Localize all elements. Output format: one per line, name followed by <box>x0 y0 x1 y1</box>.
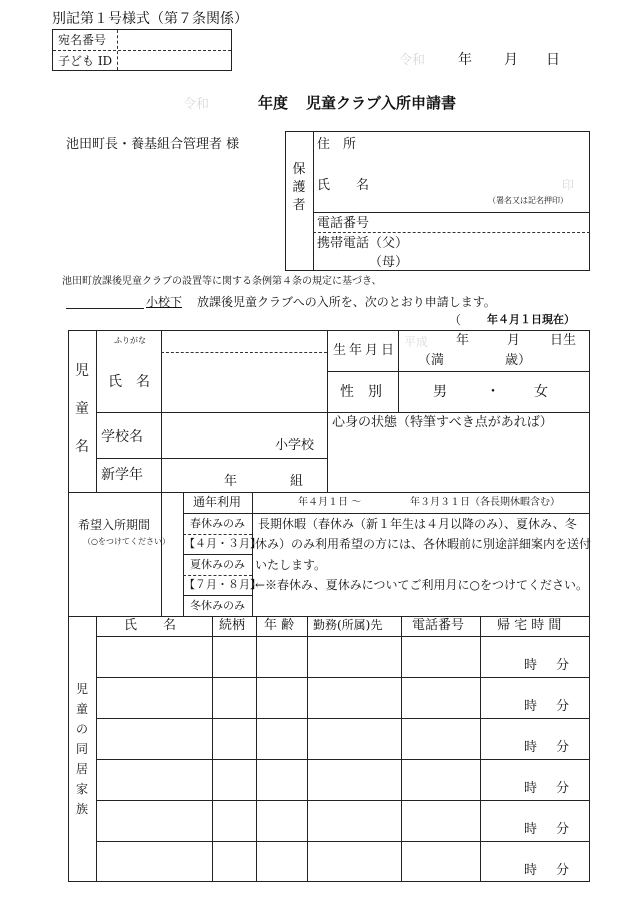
family-age-field[interactable] <box>257 760 307 799</box>
return-minute-label: 分 <box>556 781 570 796</box>
return-hour-label: 時 <box>524 781 538 796</box>
family-header-age: 年 齢 <box>264 618 295 633</box>
guardian-name-label: 氏 名 <box>317 178 370 193</box>
period-circle-spring[interactable] <box>163 515 181 553</box>
family-name-field[interactable] <box>97 637 212 676</box>
birth-month: 月 <box>507 333 521 348</box>
family-name-field[interactable] <box>97 760 212 799</box>
return-minute-label: 分 <box>556 863 570 878</box>
family-workplace-field[interactable] <box>308 719 401 758</box>
family-workplace-field[interactable] <box>308 842 401 881</box>
as-of-open: （ <box>449 313 462 327</box>
as-of-date: 年４月１日現在） <box>487 313 575 326</box>
family-workplace-field[interactable] <box>308 801 401 840</box>
family-section-label: 児 童 の 同 居 家 族 <box>75 682 88 816</box>
period-circle-summer[interactable] <box>163 556 181 594</box>
family-age-field[interactable] <box>257 801 307 840</box>
family-header-phone: 電話番号 <box>412 618 465 633</box>
birth-era: 平成 <box>404 335 429 349</box>
family-header-return-time: 帰 宅 時 間 <box>497 618 562 633</box>
guardian-address-field[interactable] <box>370 134 586 164</box>
furigana-label: ふりがな <box>114 336 146 345</box>
gender-male[interactable]: 男 <box>433 384 447 400</box>
child-name-field[interactable] <box>164 355 324 409</box>
age-close: 歳） <box>505 353 532 368</box>
period-option-winter: 冬休みのみ <box>190 599 245 612</box>
address-number-field[interactable] <box>119 31 229 49</box>
school-district-field[interactable] <box>66 295 144 309</box>
family-age-field[interactable] <box>257 719 307 758</box>
period-option-spring-months: 【４月・３月】 <box>184 537 261 550</box>
return-hour-label: 時 <box>524 863 538 878</box>
family-phone-field[interactable] <box>402 637 480 676</box>
family-relation-field[interactable] <box>213 760 256 799</box>
grade-class: 組 <box>290 474 304 489</box>
period-option-summer: 夏休みのみ <box>190 558 245 571</box>
return-hour-label: 時 <box>524 740 538 755</box>
period-note-line1: 長期休暇（春休み（新１年生は４月以降のみ）、夏休み、冬 <box>258 517 577 531</box>
period-option-summer-months: 【７月・８月】 <box>184 578 261 591</box>
school-field[interactable] <box>164 415 274 455</box>
guardian-mobile-label: 携帯電話（父） <box>317 236 409 251</box>
family-phone-field[interactable] <box>402 801 480 840</box>
return-hour-label: 時 <box>524 699 538 714</box>
family-name-field[interactable] <box>97 801 212 840</box>
mobile-mother-field[interactable] <box>420 253 586 270</box>
period-circle-year-round[interactable] <box>163 494 181 512</box>
school-district-suffix: 小校下 <box>146 295 183 309</box>
child-id-field[interactable] <box>119 52 229 70</box>
family-name-field[interactable] <box>97 842 212 881</box>
family-relation-field[interactable] <box>213 678 256 717</box>
return-hour-label: 時 <box>524 822 538 837</box>
child-section-label: 児 童 名 <box>75 363 89 455</box>
guardian-mobile-mother-label: （母） <box>369 255 409 270</box>
return-minute-label: 分 <box>556 740 570 755</box>
gender-female[interactable]: 女 <box>534 384 548 400</box>
family-age-field[interactable] <box>257 842 307 881</box>
return-minute-label: 分 <box>556 658 570 673</box>
period-label: 希望入所期間 <box>78 518 151 532</box>
title-fiscal-year: 年度 <box>258 94 289 112</box>
date-era: 令和 <box>399 53 426 68</box>
gender-label: 性 別 <box>340 384 382 400</box>
period-note-line3: いたします。 <box>255 558 327 572</box>
period-option-spring: 春休みのみ <box>190 517 245 530</box>
furigana-field[interactable] <box>164 332 324 350</box>
addressee: 池田町長・養基組合管理者 様 <box>66 137 240 152</box>
guardian-address-label: 住 所 <box>317 137 357 152</box>
health-label: 心身の状態（特筆すべき点があれば） <box>332 415 553 430</box>
mobile-father-field[interactable] <box>420 234 586 251</box>
family-header-name: 氏 名 <box>124 618 177 633</box>
family-workplace-field[interactable] <box>308 678 401 717</box>
date-month: 月 <box>504 52 518 68</box>
period-option-year-round: 通年利用 <box>193 495 242 509</box>
family-workplace-field[interactable] <box>308 637 401 676</box>
guardian-name-field[interactable] <box>370 172 550 196</box>
birthdate-label: 生年月日 <box>333 343 398 358</box>
family-workplace-field[interactable] <box>308 760 401 799</box>
birth-day: 日生 <box>550 333 577 348</box>
birth-year: 年 <box>456 333 470 348</box>
family-relation-field[interactable] <box>213 719 256 758</box>
family-age-field[interactable] <box>257 678 307 717</box>
family-header-workplace: 勤務(所属)先 <box>313 618 383 632</box>
guardian-phone-label: 電話番号 <box>317 216 370 231</box>
period-note: （○をつけてください） <box>83 537 170 546</box>
statement-line2: 放課後児童クラブへの入所を、次のとおり申請します。 <box>197 295 496 309</box>
child-name-label: 氏 名 <box>108 374 150 390</box>
family-phone-field[interactable] <box>402 719 480 758</box>
family-relation-field[interactable] <box>213 801 256 840</box>
family-phone-field[interactable] <box>402 760 480 799</box>
statement-line1: 池田町放課後児童クラブの設置等に関する条例第４条の規定に基づき、 <box>62 276 382 287</box>
grade-year: 年 <box>224 474 238 489</box>
return-minute-label: 分 <box>556 699 570 714</box>
seal-note: （署名又は記名押印） <box>488 196 568 205</box>
guardian-label: 保 護 者 <box>292 162 306 213</box>
title-era: 令和 <box>183 97 210 112</box>
grade-label: 新学年 <box>101 467 143 483</box>
gender-separator: ・ <box>486 384 500 400</box>
return-minute-label: 分 <box>556 822 570 837</box>
family-header-relation: 続柄 <box>219 618 246 633</box>
family-phone-field[interactable] <box>402 842 480 881</box>
seal-mark: 印 <box>562 178 575 192</box>
date-day: 日 <box>546 52 560 68</box>
age-open: （満 <box>418 353 445 368</box>
period-circle-winter[interactable] <box>163 597 181 615</box>
date-year: 年 <box>458 52 472 68</box>
guardian-phone-field[interactable] <box>390 214 586 231</box>
family-name-field[interactable] <box>97 678 212 717</box>
year-range-start: 年４月１日 ～ <box>298 497 362 508</box>
form-label: 別記第１号様式（第７条関係） <box>52 11 248 27</box>
address-number-label: 宛名番号 <box>58 33 107 47</box>
school-suffix: 小学校 <box>275 438 315 453</box>
family-relation-field[interactable] <box>213 842 256 881</box>
family-age-field[interactable] <box>257 637 307 676</box>
return-hour-label: 時 <box>524 658 538 673</box>
year-range-end: 年３月３１日（各長期休暇含む） <box>410 497 560 508</box>
period-note-line2: 休み）のみ利用希望の方には、各休暇前に別途詳細案内を送付 <box>255 537 592 551</box>
family-name-field[interactable] <box>97 719 212 758</box>
health-field[interactable] <box>330 434 586 489</box>
school-label: 学校名 <box>101 429 143 445</box>
family-phone-field[interactable] <box>402 678 480 717</box>
family-relation-field[interactable] <box>213 637 256 676</box>
period-note-line4: ←※春休み、夏休みについてご利用月に○をつけてください。 <box>255 578 589 592</box>
page-title: 児童クラブ入所申請書 <box>306 94 457 112</box>
child-id-label: 子ども ID <box>58 54 113 68</box>
